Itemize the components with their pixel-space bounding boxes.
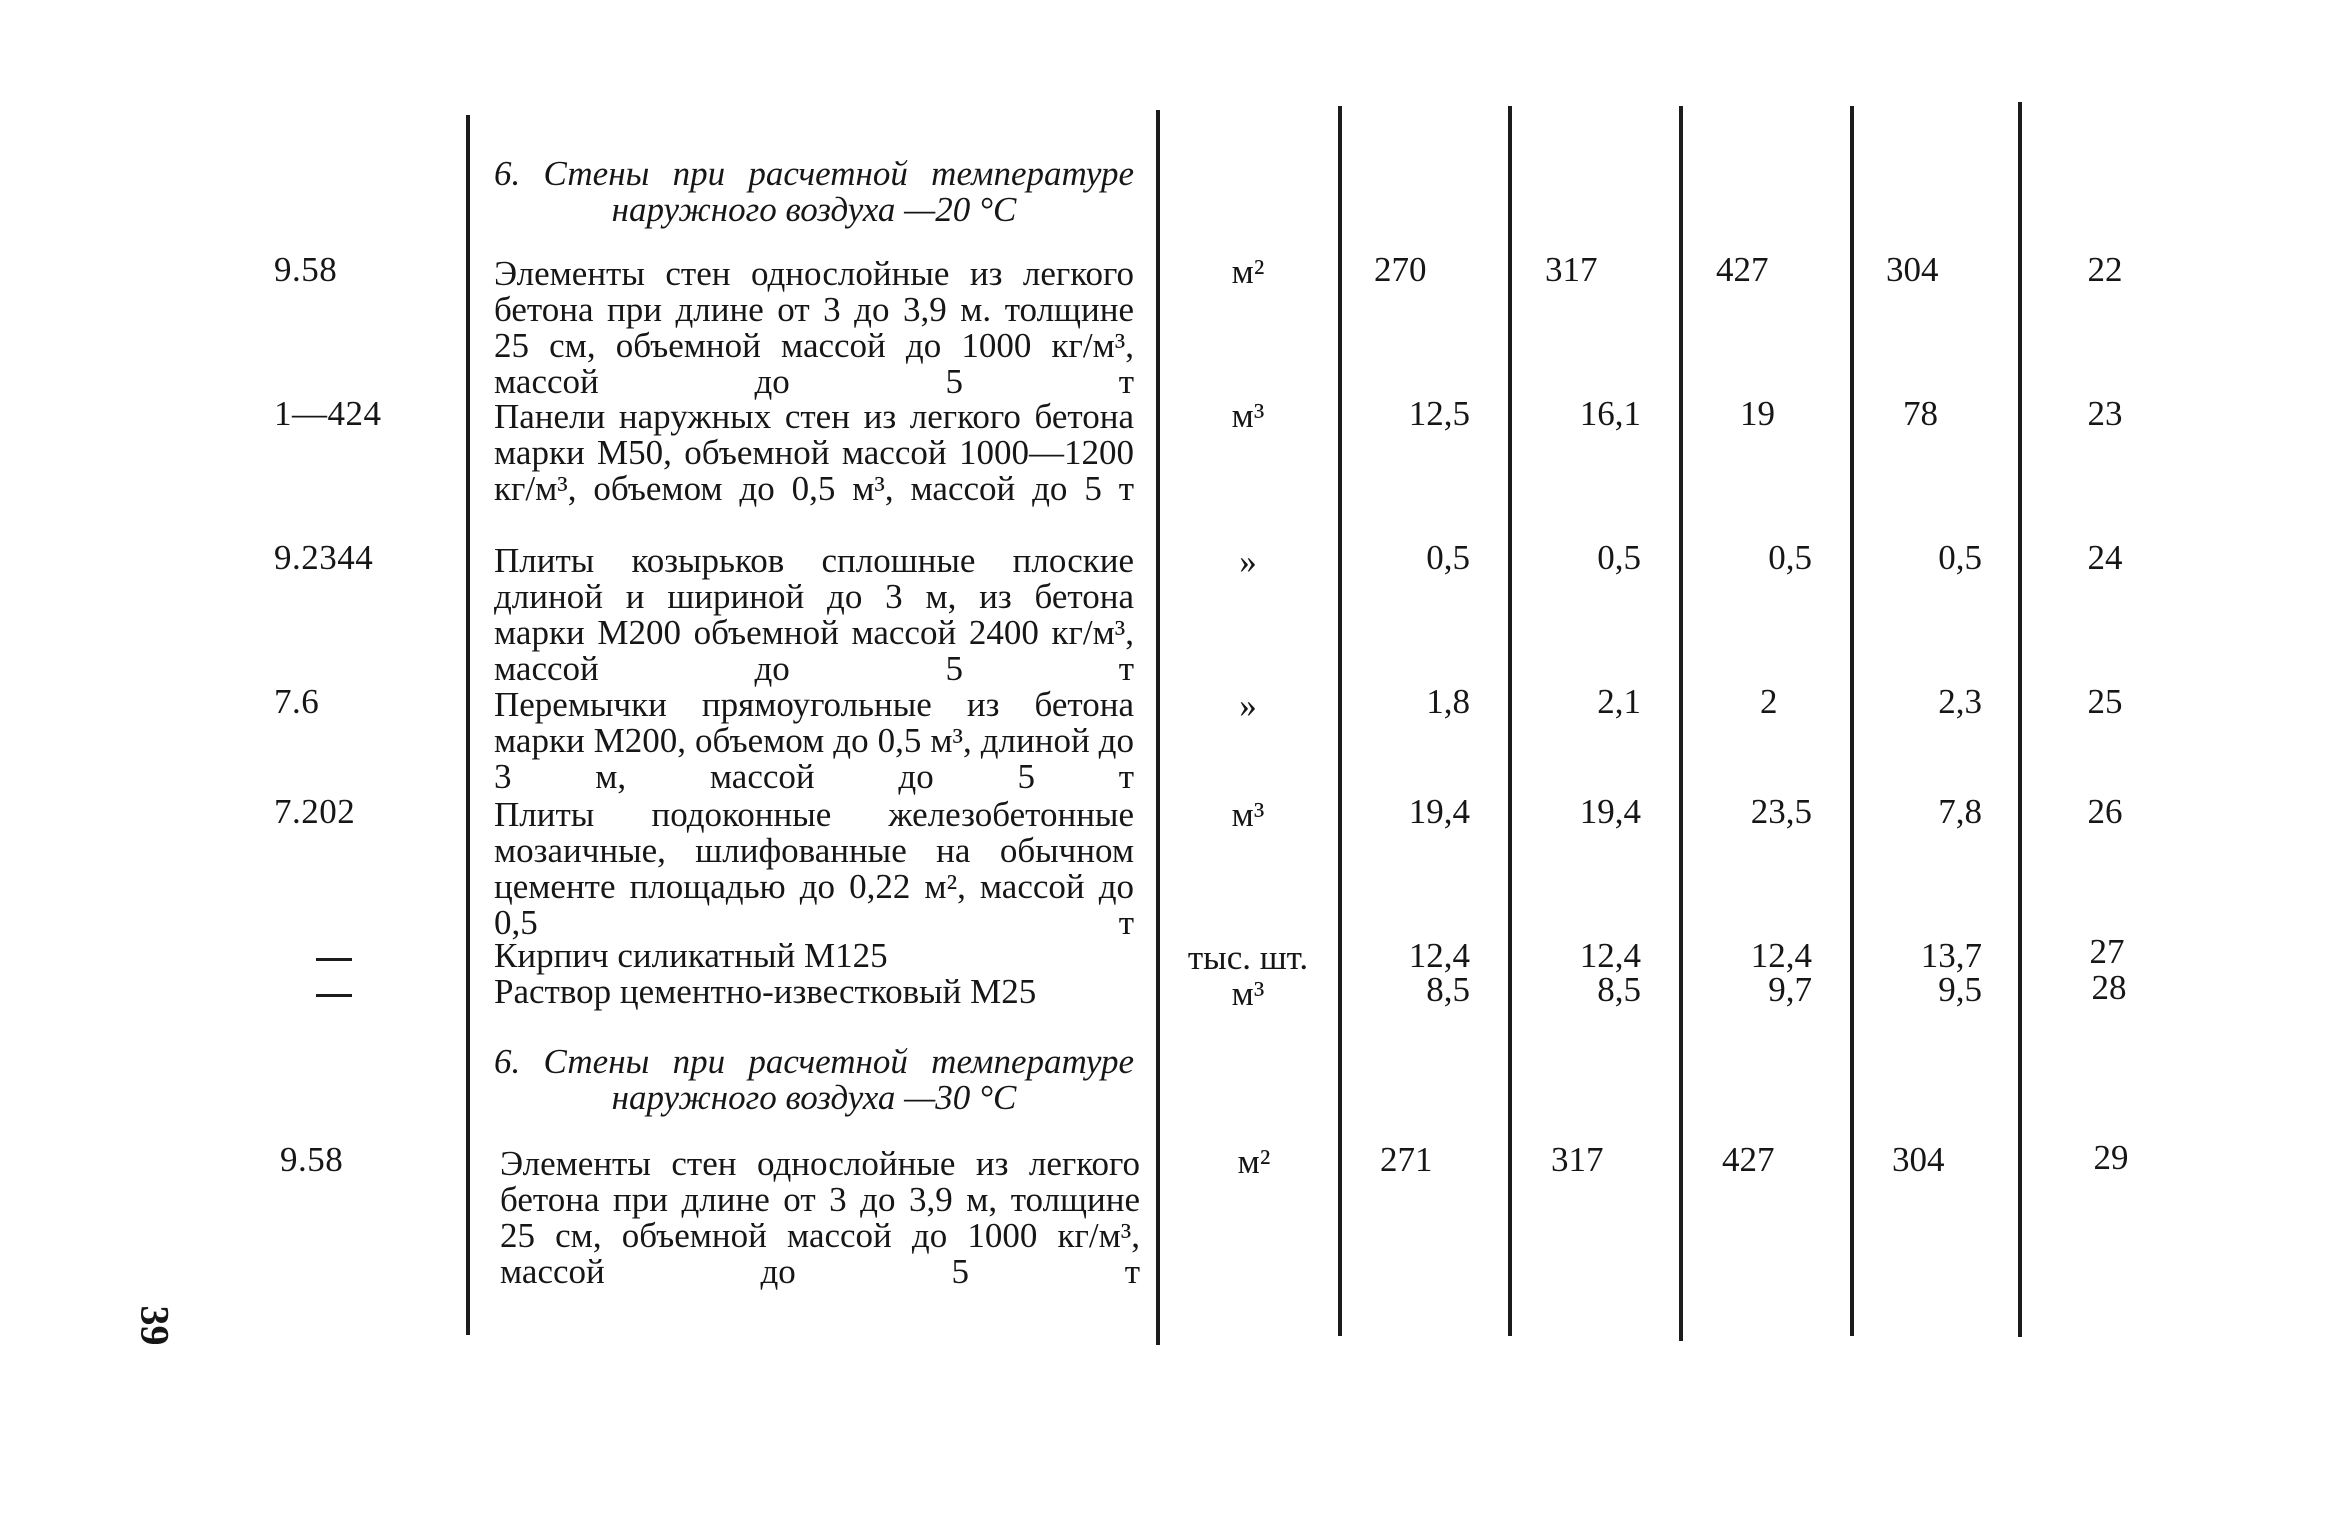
row-unit: м² <box>1231 252 1265 291</box>
row-value-3: 2 <box>1760 682 1778 721</box>
row-value-3: 12,4 <box>1750 936 1812 975</box>
row-unit: тыс. шт. <box>1187 938 1309 977</box>
row-value-2: 317 <box>1551 1140 1604 1179</box>
row-code: 9.2344 <box>274 538 374 577</box>
row-value-1: 19,4 <box>1408 792 1470 831</box>
row-unit: » <box>1239 542 1257 581</box>
row-unit: м³ <box>1231 396 1265 435</box>
row-code: 7.202 <box>274 792 356 831</box>
row-value-1: 8,5 <box>1426 970 1470 1009</box>
row-code: 9.58 <box>280 1140 344 1179</box>
row-unit: м³ <box>1231 795 1265 834</box>
row-number: 26 <box>2087 792 2123 831</box>
row-description: Элементы стен однослойные из легкого бетона при длине от 3 до 3,9 м. толщине 25 см, объемной массой до 1000 кг/м³, массой до 5 т <box>494 254 1134 401</box>
row-number: 28 <box>2091 968 2127 1007</box>
row-unit: » <box>1239 686 1257 725</box>
row-description: Панели наружных стен из легкого бетона марки М50, объемной массой 1000—1200 кг/м³, объемом до 0,5 м³, массой до 5 т <box>494 397 1134 508</box>
row-code: 1—424 <box>274 394 382 433</box>
section-heading-2-line2: наружного воздуха —30 °С <box>611 1078 1017 1117</box>
row-description: Перемычки прямоугольные из бетона марки М200, объемом до 0,5 м³, длиной до 3 м, массой до 5 т <box>494 685 1134 796</box>
code-dash <box>316 994 352 997</box>
row-value-2: 0,5 <box>1597 538 1641 577</box>
row-description: Раствор цементно-известковый М25 <box>494 972 1037 1011</box>
row-value-3: 427 <box>1722 1140 1775 1179</box>
row-value-2: 317 <box>1545 250 1598 289</box>
row-value-2: 16,1 <box>1579 394 1641 433</box>
row-value-4: 7,8 <box>1938 792 1982 831</box>
section-heading-1-line1: 6. Стены при расчетной температуре <box>494 154 1134 193</box>
row-unit: м² <box>1237 1142 1271 1181</box>
row-unit: м³ <box>1231 974 1265 1013</box>
row-value-4: 2,3 <box>1938 682 1982 721</box>
row-value-1: 270 <box>1374 250 1427 289</box>
row-value-4: 9,5 <box>1938 970 1982 1009</box>
row-number: 22 <box>2087 250 2123 289</box>
row-value-4: 13,7 <box>1920 936 1982 975</box>
row-value-2: 19,4 <box>1579 792 1641 831</box>
row-value-1: 271 <box>1380 1140 1433 1179</box>
row-number: 23 <box>2087 394 2123 433</box>
row-value-2: 12,4 <box>1579 936 1641 975</box>
row-value-3: 9,7 <box>1768 970 1812 1009</box>
row-number: 29 <box>2093 1138 2129 1177</box>
row-code: 7.6 <box>274 682 320 721</box>
row-number: 25 <box>2087 682 2123 721</box>
row-value-4: 78 <box>1903 394 1938 433</box>
row-value-1: 0,5 <box>1426 538 1470 577</box>
row-value-3: 0,5 <box>1768 538 1812 577</box>
row-value-2: 8,5 <box>1597 970 1641 1009</box>
row-value-4: 304 <box>1892 1140 1945 1179</box>
column-divider-description <box>1156 110 1160 1345</box>
row-description: Элементы стен однослойные из легкого бетона при длине от 3 до 3,9 м, толщине 25 см, объемной массой до 1000 кг/м³, массой до 5 т <box>500 1144 1140 1291</box>
section-heading-2-line1: 6. Стены при расчетной температуре <box>494 1042 1134 1081</box>
page-number: 39 <box>132 1305 178 1346</box>
row-value-1: 12,5 <box>1408 394 1470 433</box>
row-description: Плиты козырьков сплошные плоские длиной и шириной до 3 м, из бетона марки М200 объемной массой 2400 кг/м³, массой до 5 т <box>494 541 1134 688</box>
row-value-3: 19 <box>1740 394 1775 433</box>
row-value-1: 12,4 <box>1408 936 1470 975</box>
section-heading-2 <box>494 1044 1134 1116</box>
row-value-4: 304 <box>1886 250 1939 289</box>
row-code: 9.58 <box>274 250 338 289</box>
row-number: 24 <box>2087 538 2123 577</box>
row-description: Плиты подоконные железобетонные мозаичные, шлифованные на обычном цементе площадью до 0,22 м², массой до 0,5 т <box>494 795 1134 942</box>
row-value-3: 427 <box>1716 250 1769 289</box>
column-divider-code <box>466 115 470 1335</box>
row-value-4: 0,5 <box>1938 538 1982 577</box>
row-value-1: 1,8 <box>1426 682 1470 721</box>
row-description: Кирпич силикатный М125 <box>494 936 888 975</box>
section-heading-1-line2: наружного воздуха —20 °С <box>611 190 1017 229</box>
row-value-2: 2,1 <box>1597 682 1641 721</box>
row-value-3: 23,5 <box>1750 792 1812 831</box>
row-number: 27 <box>2089 932 2125 971</box>
code-dash <box>316 958 352 961</box>
section-heading-1 <box>494 156 1134 228</box>
